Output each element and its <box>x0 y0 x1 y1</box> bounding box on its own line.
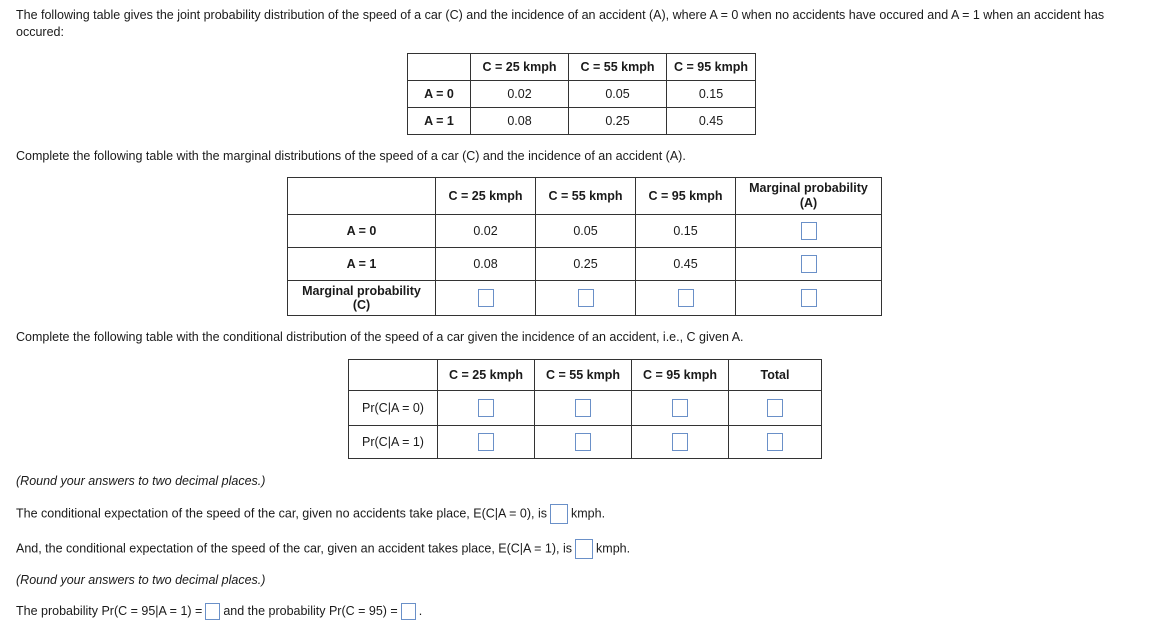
table3-input-cell <box>632 426 729 459</box>
table1-cell: 0.45 <box>667 108 756 135</box>
expectation-a1-input[interactable] <box>575 539 593 559</box>
table2-row-label: A = 1 <box>288 248 436 281</box>
q3-middle-text: and the probability Pr(C = 95) = <box>223 604 398 618</box>
table3-header: C = 25 kmph <box>438 360 535 391</box>
table1-row-label: A = 0 <box>408 81 471 108</box>
q2-text: And, the conditional expectation of the speed of the car, given an accident takes place, E(C|A = 1), is <box>16 541 573 556</box>
table2-marginal-c-label <box>288 281 436 316</box>
table1-cell: 0.15 <box>667 81 756 108</box>
table3-input-cell <box>729 426 822 459</box>
marginal-a-header-line2: (A) <box>799 196 818 210</box>
q3-text: The probability Pr(C = 95|A = 1) = <box>16 604 203 618</box>
table2-input-cell <box>536 281 636 316</box>
prob-c95-input[interactable] <box>401 603 416 620</box>
question-probabilities <box>16 603 422 620</box>
instruction-conditional: Complete the following table with the conditional distribution of the speed of a car given the incidence of an accident, i.e., C given A. <box>16 330 744 344</box>
table2-input-cell <box>436 281 536 316</box>
q1-unit: kmph. <box>571 506 606 521</box>
table2-marginal-a-header <box>736 178 882 215</box>
marginal-distribution-table <box>287 177 882 316</box>
cond-a1-c95-input[interactable] <box>672 433 688 451</box>
table3-input-cell <box>535 391 632 426</box>
marginal-c55-input[interactable] <box>578 289 594 307</box>
marginal-a1-input[interactable] <box>801 255 817 273</box>
table3-row-label: Pr(C|A = 0) <box>349 391 438 426</box>
table2-cell: 0.15 <box>636 215 736 248</box>
question-expectation-a0 <box>16 504 605 524</box>
instruction-marginal: Complete the following table with the marginal distributions of the speed of a car (C) and the incidence of an accident (A). <box>16 149 686 163</box>
table3-header: C = 95 kmph <box>632 360 729 391</box>
q2-unit: kmph. <box>596 541 631 556</box>
q1-text: The conditional expectation of the speed of the car, given no accidents take place, E(C|A = 0), is <box>16 506 547 521</box>
marginal-c-label-line1: Marginal probability <box>302 284 421 298</box>
round-note: (Round your answers to two decimal places.) <box>16 474 266 488</box>
marginal-total-input[interactable] <box>801 289 817 307</box>
table3-header: Total <box>729 360 822 391</box>
table3-row-label: Pr(C|A = 1) <box>349 426 438 459</box>
table3-input-cell <box>438 426 535 459</box>
table3-input-cell <box>632 391 729 426</box>
table1-cell: 0.05 <box>569 81 667 108</box>
round-note-2: (Round your answers to two decimal places.) <box>16 573 266 587</box>
table2-cell: 0.08 <box>436 248 536 281</box>
marginal-a-header-line1: Marginal probability <box>749 181 868 195</box>
table2-cell: 0.45 <box>636 248 736 281</box>
table2-header: C = 55 kmph <box>536 178 636 215</box>
table2-input-cell <box>736 215 882 248</box>
table2-row-label: A = 0 <box>288 215 436 248</box>
table2-corner <box>288 178 436 215</box>
table3-input-cell <box>438 391 535 426</box>
table3-input-cell <box>535 426 632 459</box>
table1-header: C = 55 kmph <box>569 54 667 81</box>
table3-header: C = 55 kmph <box>535 360 632 391</box>
table3-corner <box>349 360 438 391</box>
intro-text: The following table gives the joint probability distribution of the speed of a car (C) and the incidence of an accident (A), where A = 0 when no accidents have occured and A = 1 when an accident has occured: <box>16 8 1105 39</box>
table2-cell: 0.25 <box>536 248 636 281</box>
table1-header: C = 25 kmph <box>471 54 569 81</box>
table1-cell: 0.08 <box>471 108 569 135</box>
cond-a1-c55-input[interactable] <box>575 433 591 451</box>
question-expectation-a1 <box>16 539 630 559</box>
marginal-c-label-line2: (C) <box>352 298 371 312</box>
marginal-a0-input[interactable] <box>801 222 817 240</box>
expectation-a0-input[interactable] <box>550 504 568 524</box>
marginal-c25-input[interactable] <box>478 289 494 307</box>
table1-cell: 0.02 <box>471 81 569 108</box>
table2-input-cell <box>636 281 736 316</box>
conditional-distribution-table <box>348 359 822 459</box>
q3-end: . <box>418 604 423 618</box>
table3-input-cell <box>729 391 822 426</box>
cond-a0-total-input[interactable] <box>767 399 783 417</box>
cond-a1-total-input[interactable] <box>767 433 783 451</box>
cond-a1-c25-input[interactable] <box>478 433 494 451</box>
table2-input-cell <box>736 248 882 281</box>
marginal-c95-input[interactable] <box>678 289 694 307</box>
cond-a0-c25-input[interactable] <box>478 399 494 417</box>
table2-cell: 0.05 <box>536 215 636 248</box>
cond-a0-c55-input[interactable] <box>575 399 591 417</box>
table1-row-label: A = 1 <box>408 108 471 135</box>
table2-header: C = 25 kmph <box>436 178 536 215</box>
table1-header: C = 95 kmph <box>667 54 756 81</box>
table1-corner <box>408 54 471 81</box>
joint-distribution-table <box>407 53 756 135</box>
table2-header: C = 95 kmph <box>636 178 736 215</box>
table1-cell: 0.25 <box>569 108 667 135</box>
table2-cell: 0.02 <box>436 215 536 248</box>
cond-a0-c95-input[interactable] <box>672 399 688 417</box>
table2-input-cell <box>736 281 882 316</box>
prob-c95-given-a1-input[interactable] <box>205 603 220 620</box>
